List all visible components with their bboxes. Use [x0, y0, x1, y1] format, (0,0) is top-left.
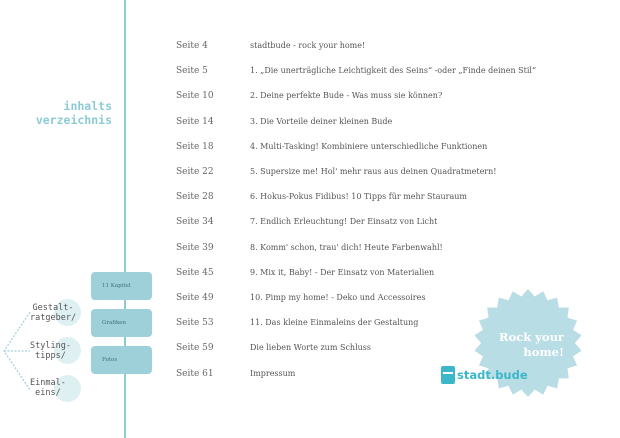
badge-line2: home!	[523, 345, 564, 359]
badge-line1: Rock your	[499, 330, 564, 344]
toc-page-number: Seite 45	[176, 267, 214, 278]
toc-entry-title: 3. Die Vorteile deiner kleinen Bude	[250, 116, 393, 126]
toc-page-number: Seite 61	[176, 368, 214, 379]
toc-entry-title: 11. Das kleine Einmaleins der Gestaltung	[250, 318, 419, 328]
tag-chapters: 11 Kapitel	[91, 272, 152, 300]
badge-text	[474, 330, 564, 360]
side-label-styling-line1: Styling-	[30, 341, 71, 351]
toc-page-number: Seite 5	[176, 66, 208, 77]
side-label-einmaleins-line2: eins/	[35, 388, 61, 398]
side-label-gestalt-line1: Gestalt-	[32, 303, 74, 313]
toc-entry-title: 2. Deine perfekte Bude - Was muss sie können?	[250, 91, 443, 101]
logo-icon	[441, 366, 455, 384]
toc-entry-title: Die lieben Worte zum Schluss	[250, 343, 371, 353]
toc-entry-title: 1. „Die unerträgliche Leichtigkeit des Seins“ -oder „Finde deinen Stil“	[250, 66, 537, 76]
toc-page-number: Seite 22	[176, 167, 214, 177]
toc-page-number: Seite 53	[176, 318, 214, 329]
side-label-einmaleins-line1: Einmal-	[30, 378, 66, 388]
toc-page-number: Seite 4	[176, 41, 208, 51]
toc-entry-title: Impressum	[250, 368, 296, 378]
toc-page-number: Seite 28	[176, 192, 214, 203]
side-label-einmaleins	[30, 378, 66, 398]
toc-entry-title: 4. Multi-Tasking! Kombiniere unterschiedliche Funktionen	[250, 141, 488, 151]
toc-page-number: Seite 18	[176, 141, 214, 152]
tag-graphics: Grafiken	[91, 309, 152, 337]
toc-page-number: Seite 14	[176, 116, 214, 127]
side-label-gestalt-line2: ratgeber/	[30, 313, 77, 323]
toc-heading	[36, 99, 112, 127]
toc-heading-line2: verzeichnis	[35, 113, 112, 127]
toc-page-number: Seite 10	[176, 91, 214, 102]
toc-heading-line1: inhalts	[63, 99, 112, 113]
side-label-gestalt	[30, 303, 76, 323]
side-label-styling-line2: tipps/	[35, 351, 66, 361]
toc-entry-title: 7. Endlich Erleuchtung! Der Einsatz von Licht	[250, 217, 438, 227]
toc-entry-title: 8. Komm' schon, trau' dich! Heute Farbenwahl!	[250, 242, 443, 252]
logo-text: stadt.bude	[457, 368, 528, 382]
toc-page-number: Seite 59	[176, 343, 214, 354]
toc-entry-title: 10. Pimp my home! - Deko und Accessoires	[250, 293, 426, 302]
stadtbude-logo	[441, 364, 528, 386]
toc-entry-title: 5. Supersize me! Hol' mehr raus aus deinen Quadratmetern!	[250, 167, 497, 176]
toc-page-number: Seite 49	[176, 293, 214, 303]
side-label-styling	[30, 341, 71, 361]
toc-page-number: Seite 34	[176, 217, 214, 228]
toc-entry-title: stadtbude - rock your home!	[250, 41, 366, 50]
toc-entry-title: 6. Hokus-Pokus Fidibus! 10 Tipps für mehr Stauraum	[250, 192, 468, 202]
tag-photos: Fotos	[91, 346, 152, 374]
toc-entry-title: 9. Mix it, Baby! - Der Einsatz von Materialien	[250, 267, 435, 277]
toc-page-number: Seite 39	[176, 242, 214, 253]
